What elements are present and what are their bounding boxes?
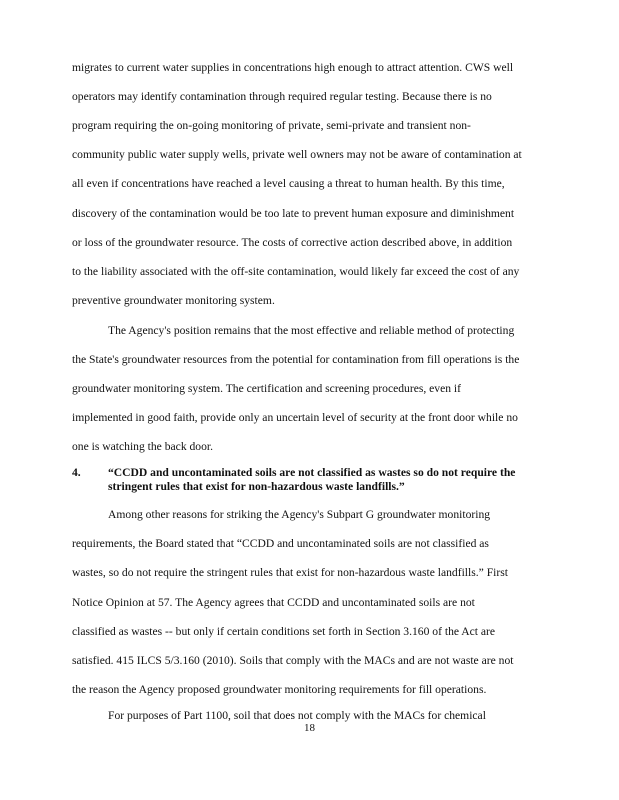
paragraph-3-line: Among other reasons for striking the Agency's Subpart G groundwater monitoring	[108, 507, 491, 521]
paragraph-2-line: one is watching the back door.	[72, 440, 214, 454]
paragraph-1-line: community public water supply wells, private well owners may not be aware of contamination at	[72, 148, 522, 162]
paragraph-2-line: the State's groundwater resources from the potential for contamination from fill operations is the	[72, 352, 520, 366]
section-heading-number: 4.	[72, 465, 81, 479]
paragraph-1-line: discovery of the contamination would be too late to prevent human exposure and diminishment	[72, 206, 515, 220]
paragraph-2-line: implemented in good faith, provide only an uncertain level of security at the front door while no	[72, 411, 518, 425]
page-number: 18	[304, 721, 315, 734]
section-heading-line: stringent rules that exist for non-hazardous waste landfills.”	[108, 479, 405, 493]
paragraph-2-line: groundwater monitoring system. The certification and screening procedures, even if	[72, 381, 462, 395]
paragraph-1-line: all even if concentrations have reached a level causing a threat to human health. By this time,	[72, 177, 505, 191]
paragraph-2-line: The Agency's position remains that the most effective and reliable method of protecting	[108, 323, 515, 337]
paragraph-3-line: satisfied. 415 ILCS 5/3.160 (2010). Soils that comply with the MACs and are not waste are not	[72, 654, 514, 668]
paragraph-4-line: For purposes of Part 1100, soil that does not comply with the MACs for chemical	[108, 708, 486, 722]
paragraph-1-line: program requiring the on-going monitoring of private, semi-private and transient non-	[72, 119, 471, 133]
paragraph-3-line: classified as wastes -- but only if certain conditions set forth in Section 3.160 of the Act are	[72, 624, 496, 638]
paragraph-1-line: or loss of the groundwater resource. The costs of corrective action described above, in addition	[72, 235, 513, 249]
paragraph-1-line: operators may identify contamination through required regular testing. Because there is no	[72, 89, 492, 103]
paragraph-3-line: Notice Opinion at 57. The Agency agrees that CCDD and uncontaminated soils are not	[72, 595, 475, 609]
section-heading-line: “CCDD and uncontaminated soils are not classified as wastes so do not require the	[108, 465, 516, 479]
paragraph-1-line: to the liability associated with the off-site contamination, would likely far exceed the cost of any	[72, 265, 520, 279]
paragraph-3-line: the reason the Agency proposed groundwater monitoring requirements for fill operations.	[72, 683, 487, 697]
paragraph-1-line: preventive groundwater monitoring system.	[72, 294, 275, 308]
paragraph-3-line: requirements, the Board stated that “CCDD and uncontaminated soils are not classified as	[72, 537, 489, 551]
paragraph-1-line: migrates to current water supplies in concentrations high enough to attract attention. CWS well	[72, 60, 514, 74]
paragraph-3-line: wastes, so do not require the stringent rules that exist for non-hazardous waste landfills.” First	[72, 566, 508, 580]
